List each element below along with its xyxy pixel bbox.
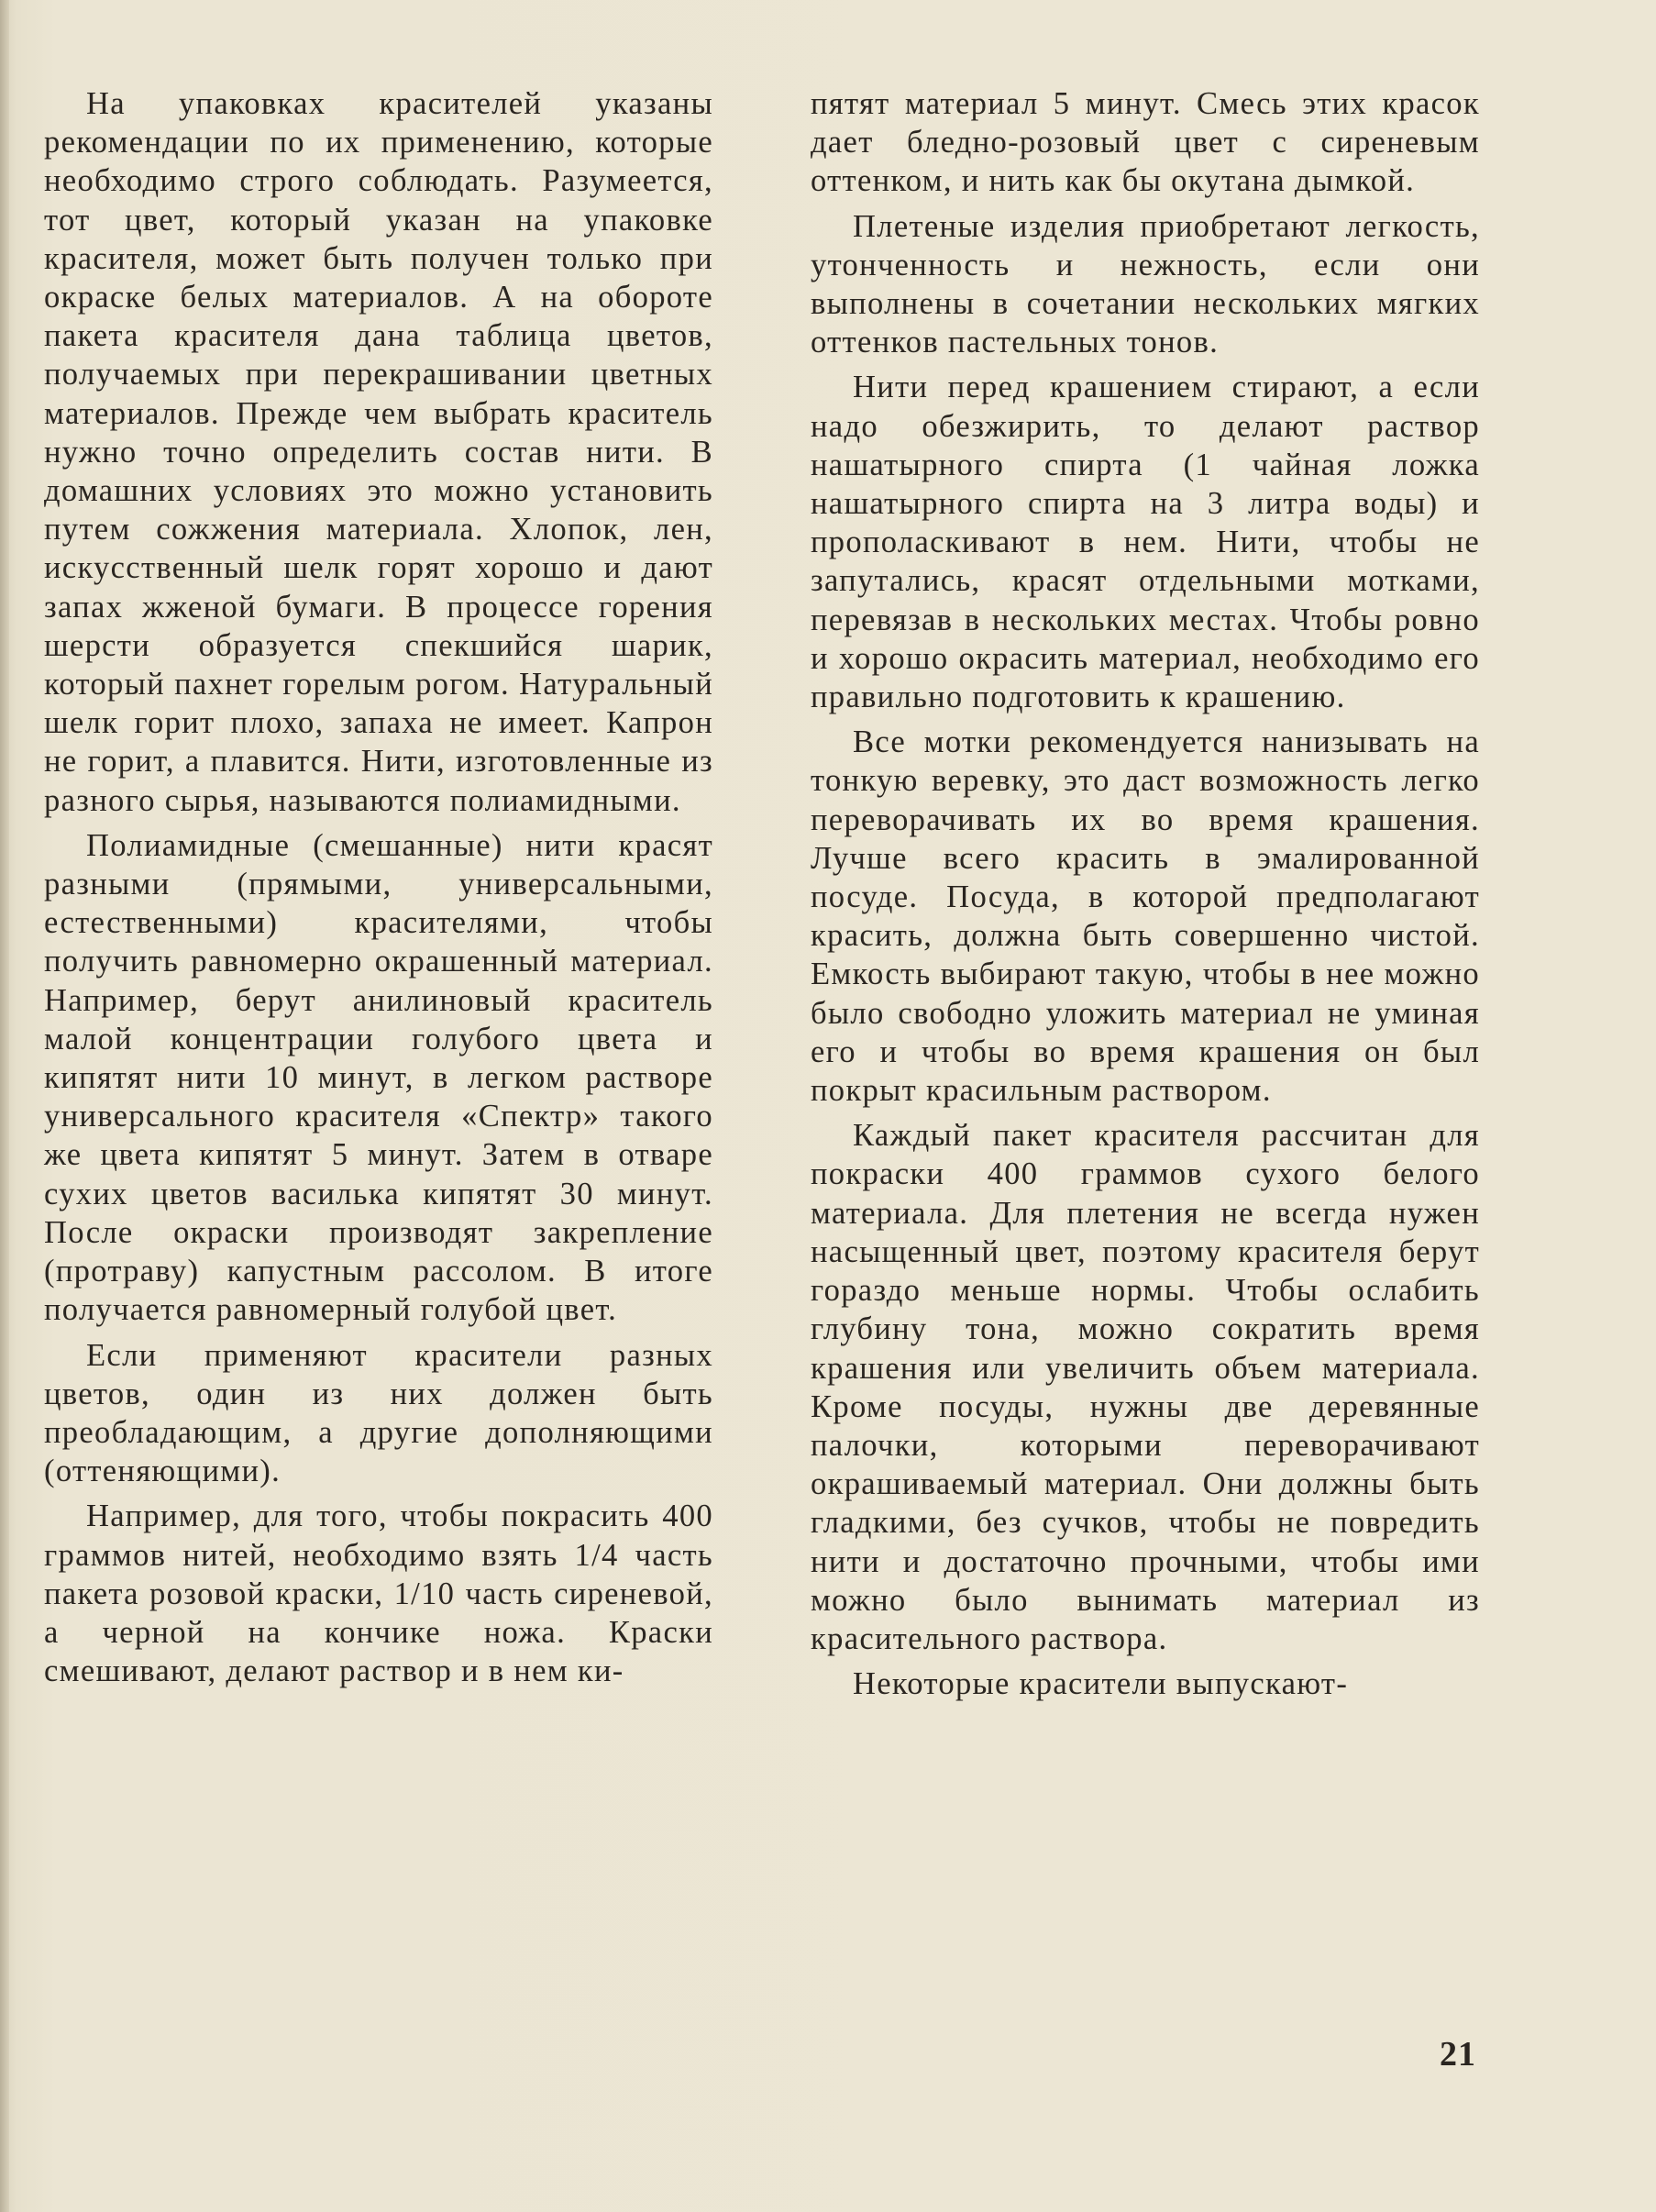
paragraph: Каждый пакет красителя рассчитан для покраски 400 граммов сухого белого материала. Для плетения не всегда нужен насыщенный цвет, поэтому красителя берут гораздо меньше нормы. Чтобы ослабить глубину тона, можно сократить время крашения или увеличить объем материала. Кроме посуды, нужны две деревянные палочки, которыми переворачивают окрашиваемый материал. Они должны быть гладкими, без сучков, чтобы не повредить нити и достаточно прочными, чтобы ими можно было вынимать материал из красительного раствора. <box>811 1118 1480 1656</box>
paragraph: Все мотки рекомендуется нанизывать на тонкую веревку, это даст возможность легко переворачивать их во время крашения. Лучше всего красить в эмалированной посуде. Посуда, в которой предполагают красить, должна быть совершенно чистой. Емкость выбирают такую, чтобы в нее можно было свободно уложить материал не уминая его и чтобы во время крашения он был покрыт красильным раствором. <box>811 724 1480 1109</box>
paragraph: Если применяют красители разных цветов, один из них должен быть преобладающим, а другие дополняющими (оттеняющими). <box>44 1337 713 1489</box>
paragraph: Полиамидные (смешанные) нити красят разными (прямыми, универсальными, естественными) красителями, чтобы получить равномерно окрашенный материал. Например, берут анилиновый краситель малой концентрации голубого цвета и кипятят нити 10 минут, в легком растворе универсального красителя «Спектр» такого же цвета кипятят 5 минут. Затем в отваре сухих цветов василька кипятят 30 минут. После окраски производят закрепление (протраву) капустным рассолом. В итоге получается равномерный голубой цвет. <box>44 827 713 1328</box>
paragraph: Например, для того, чтобы покрасить 400 граммов нитей, необходимо взять 1/4 часть пакета розовой краски, 1/10 часть сиреневой, а черной на кончике ножа. Краски смешивают, делают раствор и в нем ки- <box>44 1499 713 1689</box>
paragraph: На упаковках красителей указаны рекомендации по их применению, которые необходимо строго соблюдать. Разумеется, тот цвет, который указан на упаковке красителя, может быть получен только при окраске белых материалов. А на обороте пакета красителя дана таблица цветов, получаемых при перекрашивании цветных материалов. Прежде чем выбрать краситель нужно точно определить состав нити. В домашних условиях это можно установить путем сожжения материала. Хлопок, лен, искусственный шелк горят хорошо и дают запах жженой бумаги. В процессе горения шерсти образуется спекшийся шарик, который пахнет горелым рогом. Натуральный шелк горит плохо, запаха не имеет. Капрон не горит, а плавится. Нити, изготовленные из разного сырья, называются полиамидными. <box>44 86 713 818</box>
page-number: 21 <box>1440 2035 1476 2074</box>
paragraph-continued: пятят материал 5 минут. Смесь этих красок дает бледно-розовый цвет с сиреневым оттенком, и нить как бы окутана дымкой. <box>811 86 1480 199</box>
page-spine-edge <box>0 0 9 2212</box>
paragraph: Некоторые красители выпускают- <box>853 1666 1349 1702</box>
paragraph: Нити перед крашением стирают, а если надо обезжирить, то делают раствор нашатырного спирта (1 чайная ложка нашатырного спирта на 3 литра воды) и прополаскивают в нем. Нити, чтобы не запутались, красят отдельными мотками, перевязав в нескольких местах. Чтобы ровно и хорошо окрасить материал, необходимо его правильно подготовить к крашению. <box>811 370 1480 715</box>
right-column <box>811 84 1480 1703</box>
paragraph: Плетеные изделия приобретают легкость, утонченность и нежность, если они выполнены в сочетании нескольких мягких оттенков пастельных тонов. <box>811 208 1480 360</box>
left-column <box>44 84 713 1690</box>
